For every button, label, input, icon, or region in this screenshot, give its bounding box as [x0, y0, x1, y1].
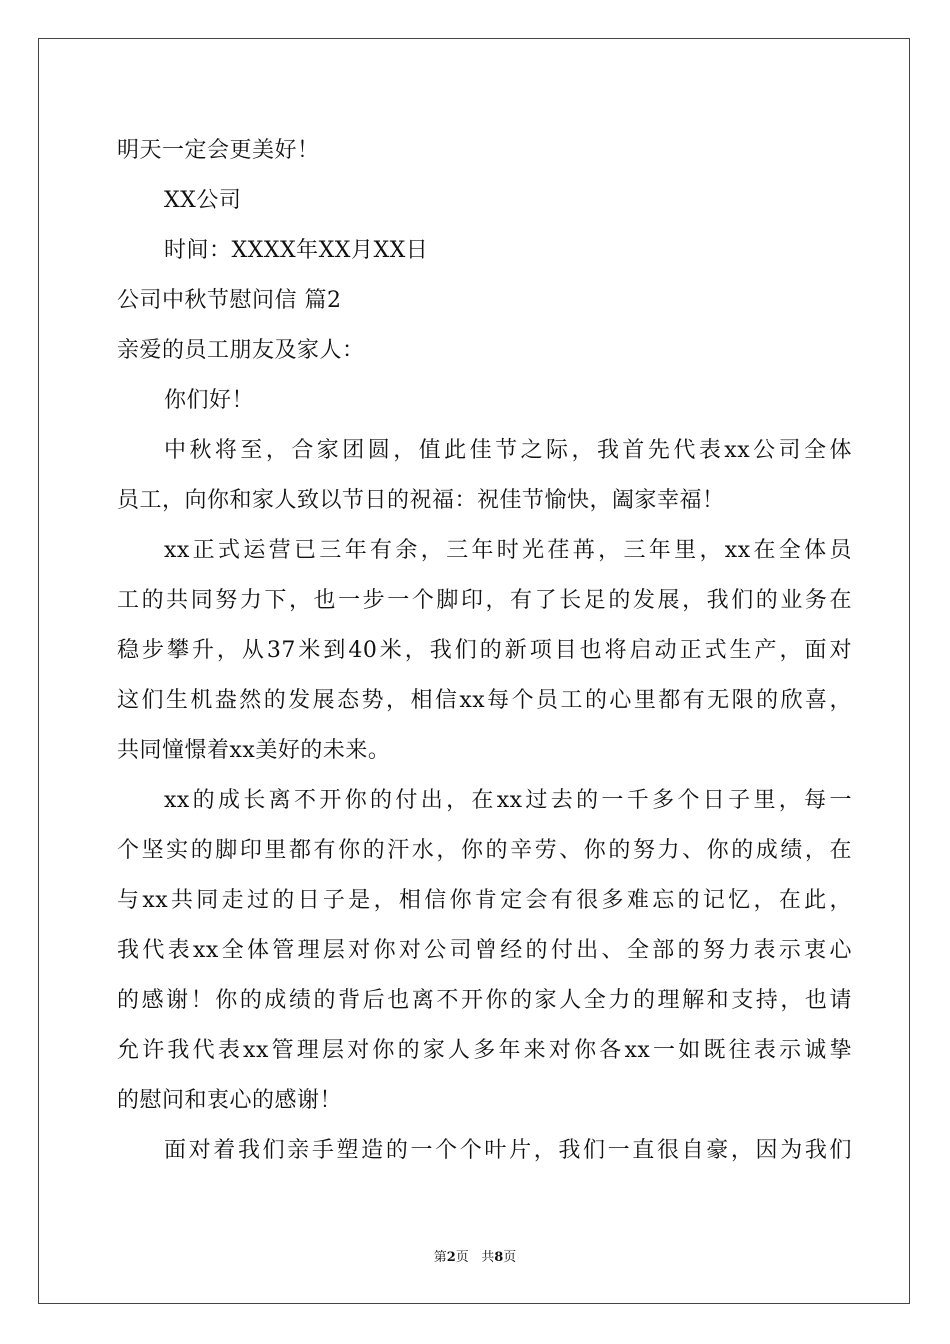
text-line: 工的共同努力下，也一步一个脚印，有了长足的发展，我们的业务在 — [117, 588, 852, 613]
footer-page-suffix: 页 — [455, 1250, 469, 1265]
text-line: 这们生机盎然的发展态势，相信xx每个员工的心里都有无限的欣喜， — [117, 688, 852, 713]
text-line: 亲爱的员工朋友及家人： — [117, 338, 365, 363]
text-line: 稳步攀升，从37米到40米，我们的新项目也将启动正式生产，面对 — [117, 638, 852, 663]
text-line: 面对着我们亲手塑造的一个个叶片，我们一直很自豪，因为我们 — [164, 1138, 852, 1163]
text-line: 明天一定会更美好！ — [117, 138, 320, 163]
text-line: xx正式运营已三年有余，三年时光荏苒，三年里，xx在全体员 — [164, 538, 852, 563]
text-line: 你们好！ — [164, 388, 255, 413]
footer-total-prefix: 共 — [481, 1250, 495, 1265]
footer-page-number: 2 — [446, 1250, 456, 1265]
text-line: 公司中秋节慰问信 篇2 — [117, 288, 342, 313]
text-line: xx的成长离不开你的付出，在xx过去的一千多个日子里，每一 — [164, 788, 852, 813]
text-line: 个坚实的脚印里都有你的汗水，你的辛劳、你的努力、你的成绩，在 — [117, 838, 852, 863]
text-line: 我代表xx全体管理层对你对公司曾经的付出、全部的努力表示衷心 — [117, 938, 852, 963]
text-line: 中秋将至，合家团圆，值此佳节之际，我首先代表xx公司全体 — [164, 438, 852, 463]
footer-total-pages: 8 — [494, 1250, 504, 1265]
text-line: 的慰问和衷心的感谢！ — [117, 1088, 343, 1113]
footer-total-suffix: 页 — [503, 1250, 517, 1265]
text-line: 与xx共同走过的日子是，相信你肯定会有很多难忘的记忆，在此， — [117, 888, 852, 913]
text-line: 允许我代表xx管理层对你的家人多年来对你各xx一如既往表示诚挚 — [117, 1038, 852, 1063]
text-line: 时间：XXXX年XX月XX日 — [164, 238, 429, 263]
text-line: XX公司 — [164, 188, 242, 213]
document-body — [117, 126, 852, 1176]
page-footer — [0, 1246, 950, 1265]
text-line: 员工，向你和家人致以节日的祝福：祝佳节愉快，阖家幸福！ — [117, 488, 725, 513]
text-line: 共同憧憬着xx美好的未来。 — [117, 738, 391, 763]
text-line: 的感谢！你的成绩的背后也离不开你的家人全力的理解和支持，也请 — [117, 988, 852, 1013]
footer-prefix: 第 — [433, 1250, 447, 1265]
